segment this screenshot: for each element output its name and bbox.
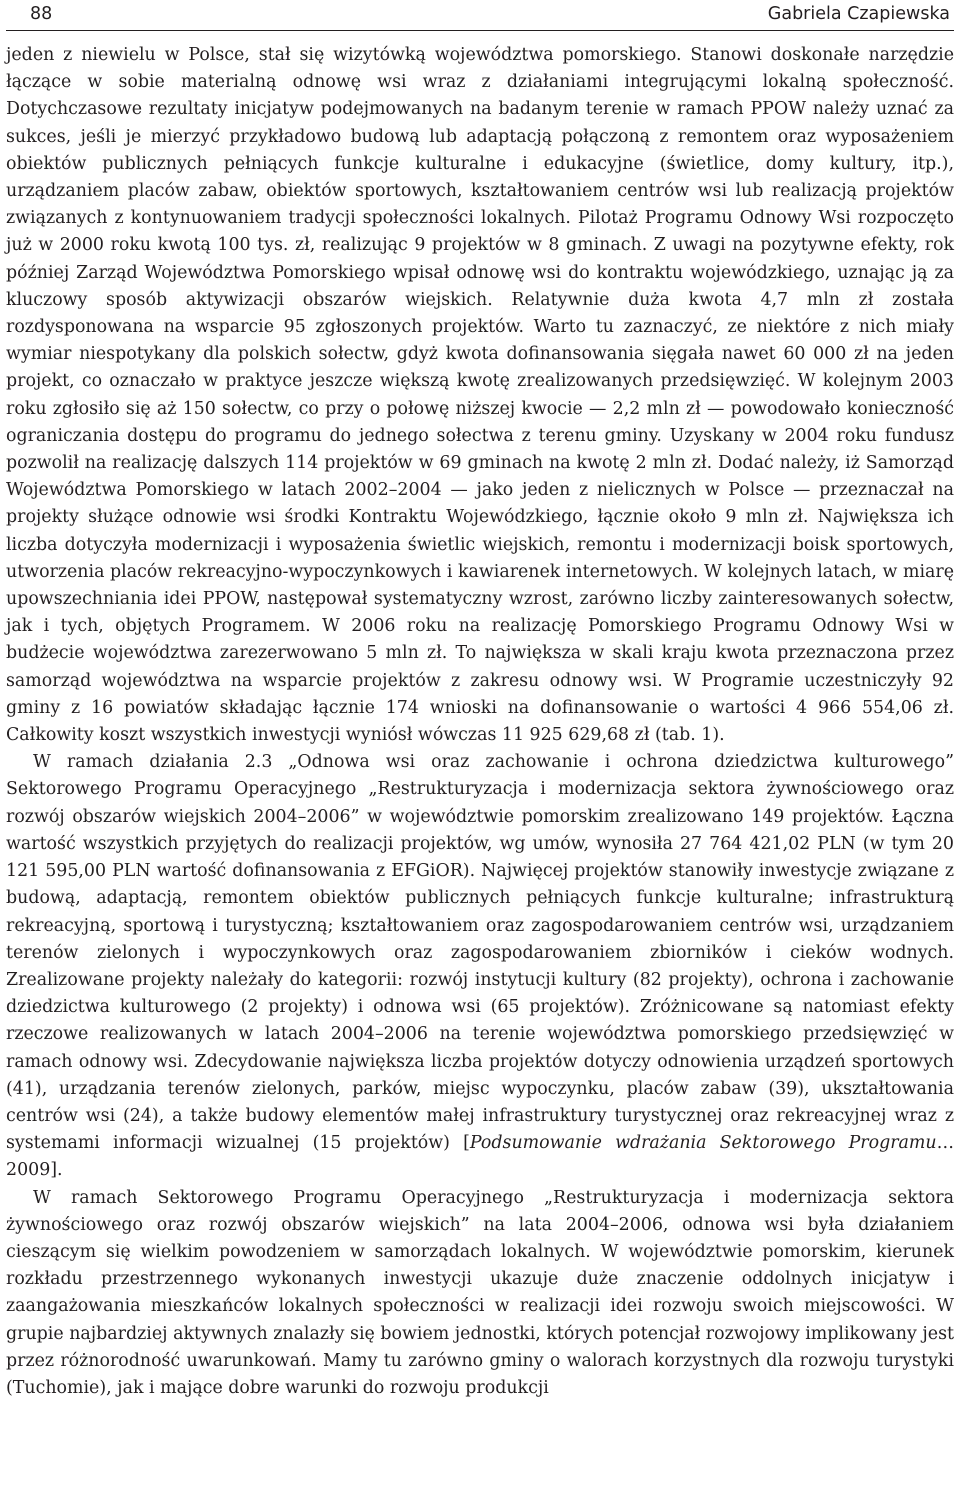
paragraph-2: [6, 749, 954, 1184]
paragraph-3: W ramach Sektorowego Programu Operacyjnego „Restrukturyzacja i modernizacja sektora żywnościowego oraz rozwój obszarów wiejskich” na lata 2004–2006, odnowa wsi była działaniem cieszącym się wielkim powodzeniem w samorządach lokalnych. W województwie pomorskim, kierunek rozkładu przestrzennego wykonanych inwestycji ukazuje duże znaczenie oddolnych inicjatyw i zaangażowania mieszkańców lokalnych społeczności w realizacji idei rozwoju swoich miejscowości. W grupie najbardziej aktywnych znalazły się bowiem jednostki, których potencjał rozwojowy implikowany jest przez różnorodność uwarunkowań. Mamy tu zarówno gminy o walorach korzystnych dla rozwoju turystyki (Tuchomie), jak i mające dobre warunki do rozwoju produkcji: [6, 1187, 954, 1398]
citation-title: Podsumowanie wdrażania Sektorowego Programu: [469, 1133, 937, 1154]
paragraph-2-text: W ramach działania 2.3 „Odnowa wsi oraz zachowanie i ochrona dziedzictwa kulturowego” Sektorowego Programu Operacyjnego „Restrukturyzacja i modernizacja sektora żywnościowego oraz rozwój obszarów wiejskich 2004–2006” w województwie pomorskim zrealizowano 149 projektów. Łączna wartość wszystkich przyjętych do realizacji projektów, wg umów, wynosiła 27 764 421,02 PLN (w tym 20 121 595,00 PLN wartość dofinansowania z EFGiOR). Najwięcej projektów stanowiły inwestycje związane z budową, adaptacją, remontem obiektów publicznych pełniących funkcje kulturalne; infrastrukturą rekreacyjną, sportową i turystyczną; kształtowaniem oraz zagospodarowaniem centrów wsi, urządzaniem terenów zielonych i wypoczynkowych oraz zagospodarowaniem zbiorników i cieków wodnych. Zrealizowane projekty należały do kategorii: rozwój instytucji kultury (82 projekty), ochrona i zachowanie dziedzictwa kulturowego (2 projekty) i odnowa wsi (65 projektów). Zróżnicowane są natomiast efekty rzeczowe realizowanych w latach 2004–2006 na terenie województwa pomorskiego przedsięwzięć w ramach odnowy wsi. Zdecydowanie największa liczba projektów dotyczy odnowienia urządzeń sportowych (41), urządzania terenów zielonych, parków, miejsc wypoczynku, placów zabaw (39), ukształtowania centrów wsi (24), a także budowy elementów małej infrastruktury turystycznej oraz rekreacyjnej wraz z systemami informacji wizualnej (15 projektów) [: [6, 752, 954, 1154]
body-text: [6, 42, 954, 1402]
running-head: [6, 0, 954, 31]
citation-tail: … 2009].: [6, 1133, 954, 1181]
running-head-author: Gabriela Czapiewska: [767, 4, 950, 24]
page-number: 88: [30, 4, 53, 24]
paragraph-1: jeden z niewielu w Polsce, stał się wizytówką województwa pomorskiego. Stanowi doskonałe narzędzie łączące w sobie materialną odnowę wsi wraz z działaniami integrującymi lokalną społeczność. Dotychczasowe rezultaty inicjatyw podejmowanych na badanym terenie w ramach PPOW należy uznać za sukces, jeśli je mierzyć przykładowo budową lub adaptacją połączoną z remontem oraz wyposażeniem obiektów publicznych pełniących funkcje kulturalne i edukacyjne (świetlice, domy kultury, itp.), urządzaniem placów zabaw, obiektów sportowych, kształtowaniem centrów wsi lub realizacją projektów związanych z kontynuowaniem tradycji społeczności lokalnych. Pilotaż Programu Odnowy Wsi rozpoczęto już w 2000 roku kwotą 100 tys. zł, realizując 9 projektów w 8 gminach. Z uwagi na pozytywne efekty, rok później Zarząd Województwa Pomorskiego wpisał odnowę wsi do kontraktu wojewódzkiego, uznając ją za kluczowy sposób aktywizacji obszarów wiejskich. Relatywnie duża kwota 4,7 mln zł została rozdysponowana na wsparcie 95 zgłoszonych projektów. Warto tu zaznaczyć, ze niektóre z nich miały wymiar niespotykany dla polskich sołectw, gdyż kwota dofinansowania sięgała nawet 60 000 zł na jeden projekt, co oznaczało w praktyce jeszcze większą kwotę zrealizowanych przedsięwzięć. W kolejnym 2003 roku zgłosiło się aż 150 sołectw, co przy o połowę niższej kwocie — 2,2 mln zł — powodowało konieczność ograniczania dostępu do programu do jednego sołectwa z terenu gminy. Uzyskany w 2004 roku fundusz pozwolił na realizację dalszych 114 projektów w 69 gminach na kwotę 2 mln zł. Dodać należy, iż Samorząd Województwa Pomorskiego w latach 2002–2004 — jako jeden z nielicznych w Polsce — przeznaczał na projekty służące odnowie wsi środki Kontraktu Wojewódzkiego, łącznie około 9 mln zł. Największa ich liczba dotyczyła modernizacji i wyposażenia świetlic wiejskich, remontu i modernizacji boisk sportowych, utworzenia placów rekreacyjno-wypoczynkowych i kawiarenek internetowych. W kolejnych latach, w miarę upowszechniania idei PPOW, następował systematyczny wzrost, zarówno liczby zainteresowanych sołectw, jak i tych, objętych Programem. W 2006 roku na realizację Pomorskiego Programu Odnowy Wsi w budżecie województwa zarezerwowano 5 mln zł. To największa w skali kraju kwota przeznaczona przez samorząd województwa na wsparcie projektów z zakresu odnowy wsi. W Programie uczestniczyły 92 gminy z 16 powiatów składając łącznie 174 wnioski na dofinansowanie o wartości 4 966 554,06 zł. Całkowity koszt wszystkich inwestycji wyniósł wówczas 11 925 629,68 zł (tab. 1).: [6, 45, 954, 746]
